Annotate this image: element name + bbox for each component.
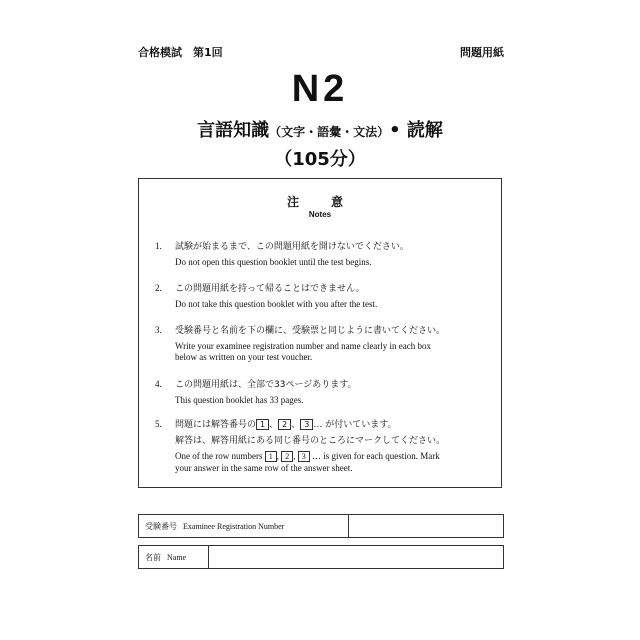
note-text-en: One of the row numbers 1 , 2 , 3 … is given for each question. Mark xyxy=(175,451,440,461)
note-text-en: your answer in the same row of the answer sheet. xyxy=(175,463,353,473)
note-text-en: below as written on your test voucher. xyxy=(175,352,313,362)
notes-subtitle: Notes xyxy=(308,210,332,219)
booklet-type-label: 問題用紙 xyxy=(460,46,504,59)
notes-title: 注 意 xyxy=(286,195,353,209)
name-row xyxy=(138,545,504,569)
section-detail: （文字・語彙・文法） xyxy=(269,125,390,139)
registration-label-jp: 受験番号 xyxy=(145,521,177,531)
level-title: N2 xyxy=(291,68,349,110)
registration-number-label xyxy=(139,515,349,537)
section-tail: • 読解 xyxy=(389,120,443,141)
note-text-en-part: One of the row numbers xyxy=(175,451,263,461)
note-text-jp: この問題用紙を持って帰ることはできません。 xyxy=(175,284,365,294)
note-text-en: This question booklet has 33 pages. xyxy=(175,395,304,405)
note-text-jp: 解答は、解答用紙にある同じ番号のところにマークしてください。 xyxy=(175,436,446,446)
section-main: 言語知識 xyxy=(197,120,270,141)
note-number: 4. xyxy=(155,379,162,389)
notes-box xyxy=(138,178,502,488)
note-text-jp: 問題には解答番号の 1 、 2 、 3 … が付いています。 xyxy=(175,420,397,430)
name-label-en: Name xyxy=(167,552,187,562)
answer-number-box: 2 xyxy=(281,451,293,462)
registration-label-en: Examinee Registration Number xyxy=(183,521,285,531)
note-text-jp-part: 問題には解答番号の xyxy=(175,420,257,430)
name-field[interactable] xyxy=(209,546,503,568)
note-text-en: Write your examinee registration number and name clearly in each box xyxy=(175,341,432,351)
time-limit: （105分） xyxy=(274,149,366,170)
note-text-jp: 受験番号と名前を下の欄に、受験票と同じように書いてください。 xyxy=(175,326,446,336)
note-text-jp-part: … が付いています。 xyxy=(313,420,397,430)
note-number: 5. xyxy=(155,419,162,429)
registration-number-field[interactable] xyxy=(349,515,503,537)
note-number: 3. xyxy=(155,325,162,335)
note-number: 2. xyxy=(155,283,162,293)
note-text-jp: この問題用紙は、全部で33ページあります。 xyxy=(175,380,357,390)
registration-number-row xyxy=(138,514,504,538)
answer-number-box: 3 xyxy=(300,419,313,430)
answer-number-box: 2 xyxy=(278,419,291,430)
name-label-jp: 名前 xyxy=(145,552,161,562)
answer-number-box: 3 xyxy=(298,451,310,462)
name-label xyxy=(139,546,209,568)
answer-number-box: 1 xyxy=(256,419,269,430)
note-text-jp: 試験が始まるまで、この問題用紙を開けないでください。 xyxy=(175,242,409,252)
note-text-en: Do not take this question booklet with you after the test. xyxy=(175,299,378,309)
answer-number-box: 1 xyxy=(265,451,277,462)
note-text-en: Do not open this question booklet until the test begins. xyxy=(175,257,372,267)
note-number: 1. xyxy=(155,241,162,251)
exam-round-label: 合格模試 第1回 xyxy=(138,46,223,59)
section-title xyxy=(0,116,640,142)
note-text-en-part: … is given for each question. Mark xyxy=(311,451,440,461)
